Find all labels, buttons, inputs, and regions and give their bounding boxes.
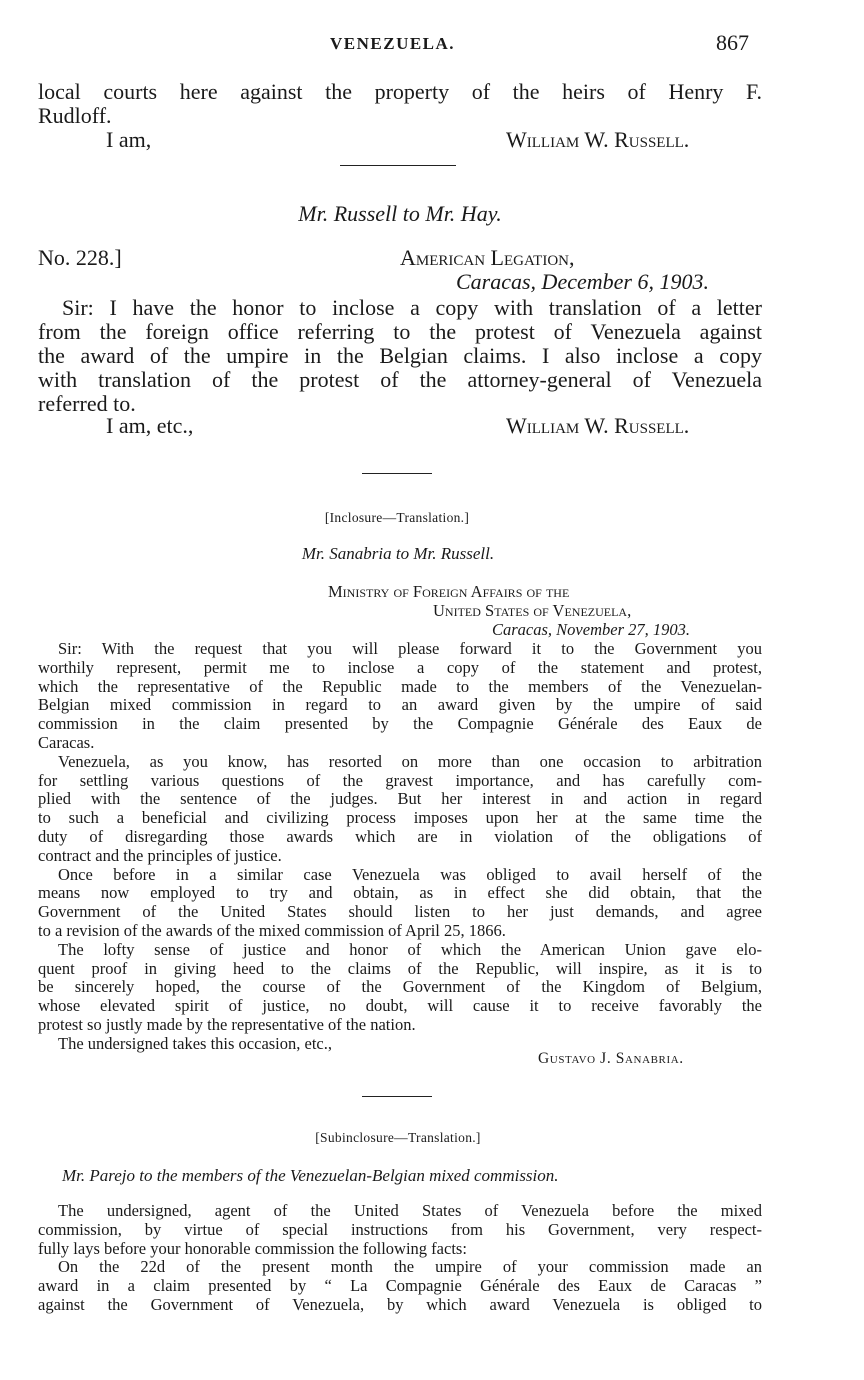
body-line: quent proof in giving heed to the claims of the Republic, will inspire, as it is to [38,958,762,978]
letter2-body-line: the award of the umpire in the Belgian claims. I also inclose a copy [38,343,762,368]
body-line: Government of the United States should listen to her just demands, and agree [38,902,762,922]
letter2-body-line: from the foreign office referring to the protest of Venezuela against [38,319,762,344]
letter2-place-line1: American Legation, [400,245,575,270]
body-line: The undersigned, agent of the United States of Venezuela before the mixed [58,1201,762,1220]
letter2-place-line2: Caracas, December 6, 1903. [456,269,709,294]
letter2-body-line: referred to. [38,391,136,416]
inclosure-place-line2: United States of Venezuela, [433,601,632,620]
body-line: whose elevated spirit of justice, no doubt, will cause it to receive favorably the [38,996,762,1016]
body-line: plied with the sentence of the judges. But her interest in and action in regard [38,789,762,809]
body-line: to a revision of the awards of the mixed commission of April 25, 1866. [38,921,506,940]
divider-1 [340,165,456,166]
body-line: fully lays before your honorable commission the following facts: [38,1238,467,1258]
subinclosure-bracket: [Subinclosure—Translation.] [315,1130,481,1145]
inclosure-signature: Gustavo J. Sanabria. [538,1050,684,1067]
body-line: to such a beneficial and civilizing process imposes upon her at the same time the [38,808,762,828]
body-line: award in a claim presented by “ La Compagnie Générale des Eaux de Caracas ” [38,1276,762,1296]
inclosure-heading: Mr. Sanabria to Mr. Russell. [301,544,495,563]
letter2-body-line: Sir: I have the honor to inclose a copy with translation of a letter [62,295,762,320]
divider-3 [362,1096,432,1097]
body-line: Once before in a similar case Venezuela was obliged to avail herself of the [58,864,762,884]
running-title: VENEZUELA. [330,34,456,53]
body-line: contract and the principles of justice. [38,845,282,865]
body-line: The lofty sense of justice and honor of which the American Union gave elo- [58,939,762,959]
body-line: Sir: With the request that you will please forward it to the Government you [58,639,762,658]
inclosure-place-line1: Ministry of Foreign Affairs of the [328,582,570,601]
body-line: commission, by virtue of special instructions from his Government, very respect- [38,1219,762,1239]
body-line: duty of disregarding those awards which are in violation of the obligations of [38,827,762,846]
letter1-line2: Rudloff. [38,103,112,128]
body-line: be sincerely hoped, the course of the Government of the Kingdom of Belgium, [38,977,762,997]
letter1-signature: William W. Russell. [506,127,690,152]
body-line: means now employed to try and obtain, as in effect she did obtain, that the [38,883,762,903]
letter2-signature: William W. Russell. [506,413,690,438]
letter1-closing: I am, [106,127,152,152]
divider-2 [362,473,432,474]
letter2-closing: I am, etc., [106,413,194,438]
body-line: The undersigned takes this occasion, etc., [58,1033,332,1053]
body-line: against the Government of Venezuela, by which award Venezuela is obliged to [38,1295,762,1314]
body-line: commission in the claim presented by the Compagnie Générale des Eaux de [38,714,762,734]
letter2-number: No. 228.] [38,245,122,270]
body-line: Caracas. [38,733,95,752]
letter1-line1: local courts here against the property of the heirs of Henry F. [38,79,762,104]
inclosure-bracket: [Inclosure—Translation.] [324,510,470,525]
letter2-body-line: with translation of the protest of the attorney-general of Venezuela [38,367,762,392]
inclosure-place-line3: Caracas, November 27, 1903. [492,620,690,639]
body-line: worthily represent, permit me to inclose a copy of the statement and protest, [38,657,762,677]
page-number: 867 [716,30,749,55]
body-line: for settling various questions of the gravest importance, and has carefully com- [38,770,762,790]
body-line: On the 22d of the present month the umpire of your commission made an [58,1257,762,1277]
subinclosure-heading: Mr. Parejo to the members of the Venezuelan-Belgian mixed commission. [62,1166,559,1185]
body-line: protest so justly made by the representative of the nation. [38,1015,416,1034]
body-line: Venezuela, as you know, has resorted on more than one occasion to arbitration [58,751,762,771]
body-line: Belgian mixed commission in regard to an award given by the umpire of said [38,695,762,715]
letter2-heading: Mr. Russell to Mr. Hay. [298,201,502,226]
body-line: which the representative of the Republic made to the members of the Venezuelan- [38,676,762,696]
